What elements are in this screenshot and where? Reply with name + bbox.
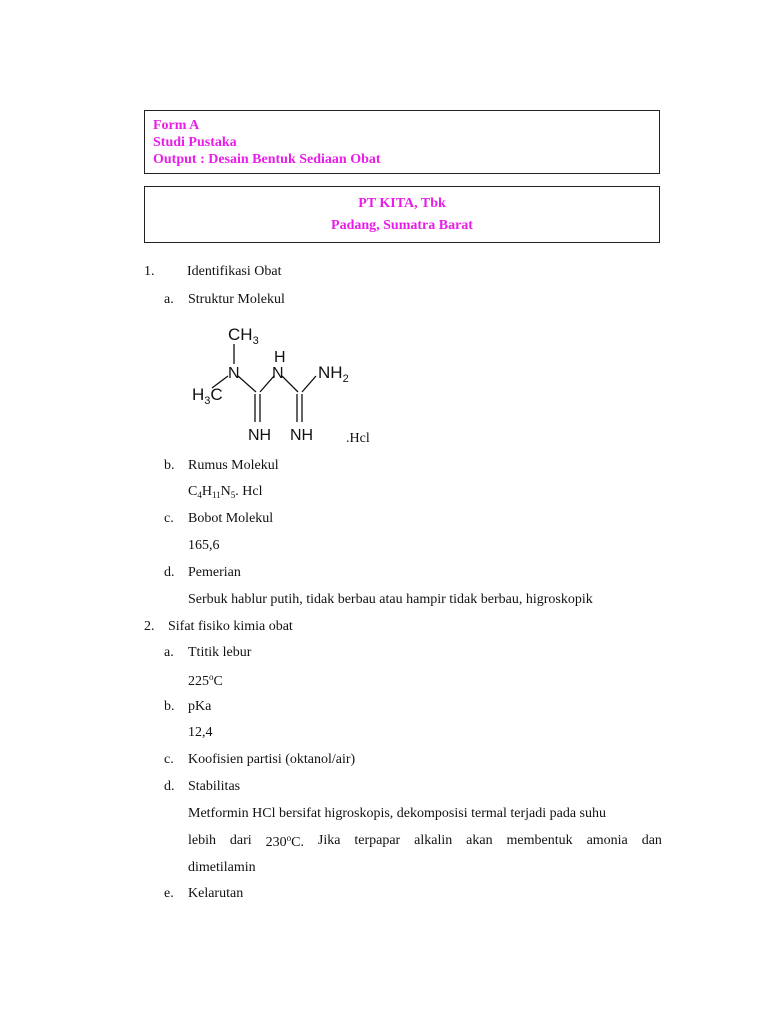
item-2d-label: d. bbox=[164, 779, 175, 794]
item-2a bbox=[164, 645, 251, 661]
item-2a-label: a. bbox=[164, 645, 174, 660]
item-2e-label: e. bbox=[164, 886, 174, 901]
form-output: Output : Desain Bentuk Sediaan Obat bbox=[153, 152, 381, 167]
h-label: H bbox=[274, 349, 286, 366]
h3c-label: $H_3C$ bbox=[192, 385, 223, 407]
item-2b bbox=[164, 699, 211, 715]
section1-heading bbox=[144, 264, 155, 280]
item-1a-label: a. bbox=[164, 292, 174, 307]
form-subtitle: Studi Pustaka bbox=[153, 135, 237, 150]
item-1c-title: Bobot Molekul bbox=[188, 511, 274, 526]
nh2-label: $NH_2$ bbox=[318, 363, 349, 385]
item-2c-label: c. bbox=[164, 752, 174, 767]
section2-heading bbox=[144, 619, 293, 635]
nh-right-label: NH bbox=[290, 427, 314, 444]
item-1d-title: Pemerian bbox=[188, 565, 241, 580]
company-name: PT KITA, Tbk bbox=[358, 196, 446, 211]
molecular-weight-value: 165,6 bbox=[188, 538, 220, 553]
item-1a bbox=[164, 292, 285, 308]
item-1b-label: b. bbox=[164, 458, 175, 473]
item-1b bbox=[164, 458, 279, 474]
pka-value: 12,4 bbox=[188, 725, 213, 740]
item-2c bbox=[164, 752, 355, 768]
item-1d-label: d. bbox=[164, 565, 175, 580]
item-1b-title: Rumus Molekul bbox=[188, 458, 279, 473]
ch3-label: $CH_3$ bbox=[228, 325, 259, 347]
company-box bbox=[144, 186, 660, 243]
description-text: Serbuk hablur putih, tidak berbau atau hampir tidak berbau, higroskopik bbox=[188, 592, 593, 607]
section2-number: 2. bbox=[144, 619, 155, 634]
stability-line-1: Metformin HCl bersifat higroskopis, dekomposisi termal terjadi pada suhu bbox=[188, 806, 606, 821]
n2-label: N bbox=[272, 365, 284, 382]
stability-line-2: lebih dari 230$^o$C. Jika terpapar alkalin akan membentuk amonia dan bbox=[188, 833, 662, 850]
item-2d bbox=[164, 779, 240, 795]
bond-lines bbox=[212, 344, 316, 422]
form-label: Form A bbox=[153, 118, 200, 133]
item-1c-label: c. bbox=[164, 511, 174, 526]
n1-label: N bbox=[228, 365, 240, 382]
nh-left-label: NH bbox=[248, 427, 272, 444]
item-2b-title: pKa bbox=[188, 699, 212, 714]
molecule-structure-diagram bbox=[186, 318, 366, 448]
stability-line-3: dimetilamin bbox=[188, 860, 256, 875]
section2-title: Sifat fisiko kimia obat bbox=[168, 619, 293, 634]
section1-number: 1. bbox=[144, 264, 155, 279]
item-1c bbox=[164, 511, 273, 527]
item-2b-label: b. bbox=[164, 699, 175, 714]
form-header-box bbox=[144, 110, 660, 174]
item-1a-title: Struktur Molekul bbox=[188, 292, 285, 307]
salt-suffix: .Hcl bbox=[346, 431, 370, 446]
company-location: Padang, Sumatra Barat bbox=[331, 218, 473, 233]
molecular-formula: $C_4H_{11}N_5$. Hcl bbox=[188, 484, 263, 500]
item-2e-title: Kelarutan bbox=[188, 886, 244, 901]
item-2c-title: Koofisien partisi (oktanol/air) bbox=[188, 752, 356, 767]
item-2d-title: Stabilitas bbox=[188, 779, 241, 794]
item-2e bbox=[164, 886, 243, 902]
item-2a-title: Ttitik lebur bbox=[188, 645, 252, 660]
section1-title: Identifikasi Obat bbox=[187, 264, 282, 279]
item-1d bbox=[164, 565, 241, 581]
melting-point-value: 225$^o$C bbox=[188, 672, 223, 689]
